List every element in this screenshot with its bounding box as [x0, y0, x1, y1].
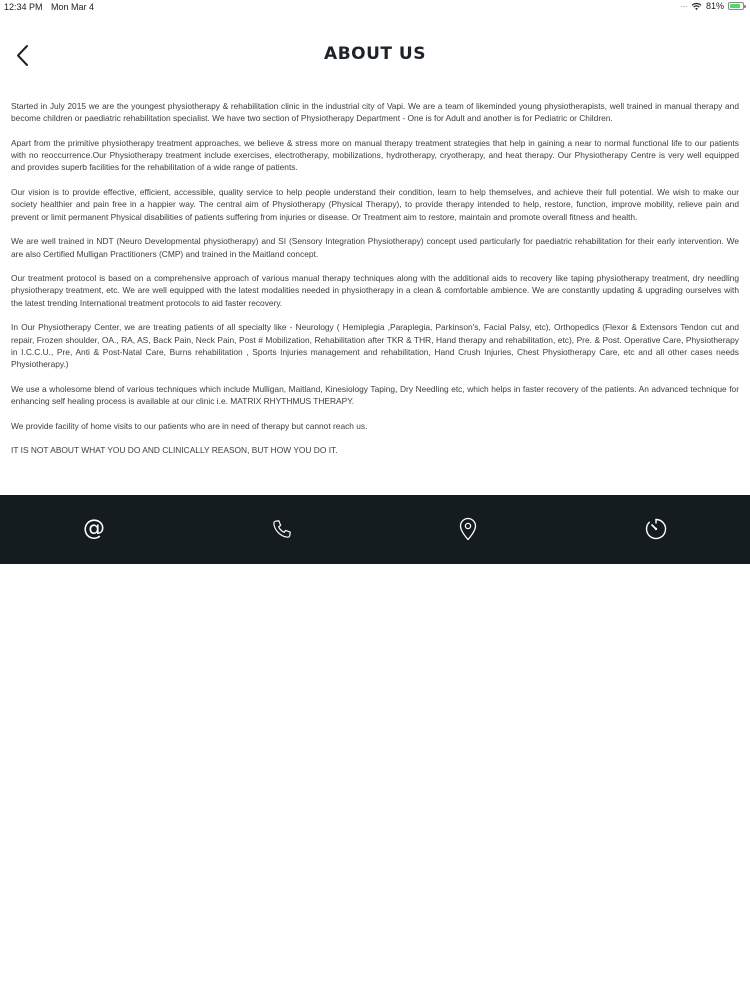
status-right-group — [680, 1, 744, 11]
about-paragraph: In Our Physiotherapy Center, we are treating patients of all specialty like - Neurology ( Hemiplegia ,Paraplegia, Parkinson's, Facial Palsy, etc), Orthopedics (Flexor & Extensors Tendon cut and repair, Frozen shoulder, OA., RA, AS, Back Pain, Neck Pain, Post # Mobilization, Rehabilitation after TKR & THR, Hand therapy and rehabilitation, etc), Pre. & Post. Operative Care, Physiotherapy in I.C.C.U., Pre, Anti & Post-Natal Care, Burns rehabilitation , Sports Injuries management and rehabilitation, Hand Crush Injuries, Chest Physiotherapy Care, etc and all other cases needs Physiotherapy.) — [11, 322, 739, 370]
page-title: ABOUT US — [324, 44, 426, 64]
status-bar — [0, 0, 750, 14]
wifi-icon — [691, 2, 702, 11]
timer-icon — [644, 517, 668, 541]
status-time: 12:34 PM — [4, 2, 43, 12]
status-date: Mon Mar 4 — [51, 2, 95, 12]
signal-dots-icon: ···· — [680, 1, 687, 11]
about-content — [11, 100, 739, 469]
about-paragraph: Apart from the primitive physiotherapy treatment approaches, we believe & stress more on manual therapy treatment strategies that help in gaining a near to normal functional life to our patients with no reoccurrence.Our Physiotherapy treatment include exercises, electrotherapy, mobilizations, hydrotherapy, cryotherapy, and heat therapy. Our Physiotherapy Centre is very well equipped and provides superb facilities for the rehabilitation of a wide range of patients. — [11, 137, 739, 173]
tab-timer[interactable] — [642, 515, 670, 543]
about-paragraph: We are well trained in NDT (Neuro Developmental physiotherapy) and SI (Sensory Integration Physiotherapy) concept used particularly for paediatric rehabilitation for their early intervention. We are also Certified Mulligan Practitioners (CMP) and trained in the Maitland concept. — [11, 236, 739, 259]
email-at-icon: @ — [83, 516, 105, 541]
about-paragraph: We provide facility of home visits to our patients who are in need of therapy but cannot reach us. — [11, 420, 368, 431]
about-paragraph: We use a wholesome blend of various techniques which include Mulligan, Maitland, Kinesiology Taping, Dry Needling etc, which helps in faster recovery of the patients. An advanced technique for enhancing self healing process is available at our clinic i.e. MATRIX RHYTHMUS THERAPY. — [11, 383, 739, 407]
bottom-tab-bar — [0, 495, 750, 564]
battery-icon — [728, 2, 744, 10]
battery-percent: 81% — [705, 1, 724, 11]
tab-location[interactable] — [454, 515, 482, 543]
battery-level-fill — [730, 4, 740, 8]
about-paragraph: IT IS NOT ABOUT WHAT YOU DO AND CLINICALLY REASON, BUT HOW YOU DO IT. — [11, 445, 338, 456]
location-pin-icon — [458, 517, 478, 541]
about-paragraph: Our vision is to provide effective, efficient, accessible, quality service to help people understand their condition, learn to help themselves, and achieve their full potential. We wish to make our society healthier and pain free in a happier way. The central aim of Physiotherapy (Physical Therapy), to provide therapy intended to help, restore, function, improve mobility, relieve pain and prevent or limit permanent Physical disabilities of patients suffering from injuries or disease. Or Treatment aim to restore, maintain and promote overall fitness and health. — [11, 187, 739, 222]
tab-phone[interactable] — [268, 515, 296, 543]
phone-icon — [271, 518, 293, 540]
tab-email[interactable] — [80, 515, 108, 543]
about-paragraph: Our treatment protocol is based on a comprehensive approach of various manual therapy techniques along with the additional aids to recovery like taping physiotherapy treatment, dry needling physiotherapy treatment, etc. We are well equipped with the latest modalities needed in physiotherapy in a clean & comfortable ambience. We are constantly updating & upgrading ourselves with the latest trending International treatment protocols to aid faster recovery. — [11, 273, 739, 308]
header — [0, 38, 750, 72]
about-paragraph: Started in July 2015 we are the youngest physiotherapy & rehabilitation clinic in the industrial city of Vapi. We are a team of likeminded young physiotherapists, well trained in manual therapy and become children or paediatric rehabilitation specialist. We have two section of Physiotherapy Department - One is for Adult and another is for Pediatric or Children. — [11, 101, 739, 124]
